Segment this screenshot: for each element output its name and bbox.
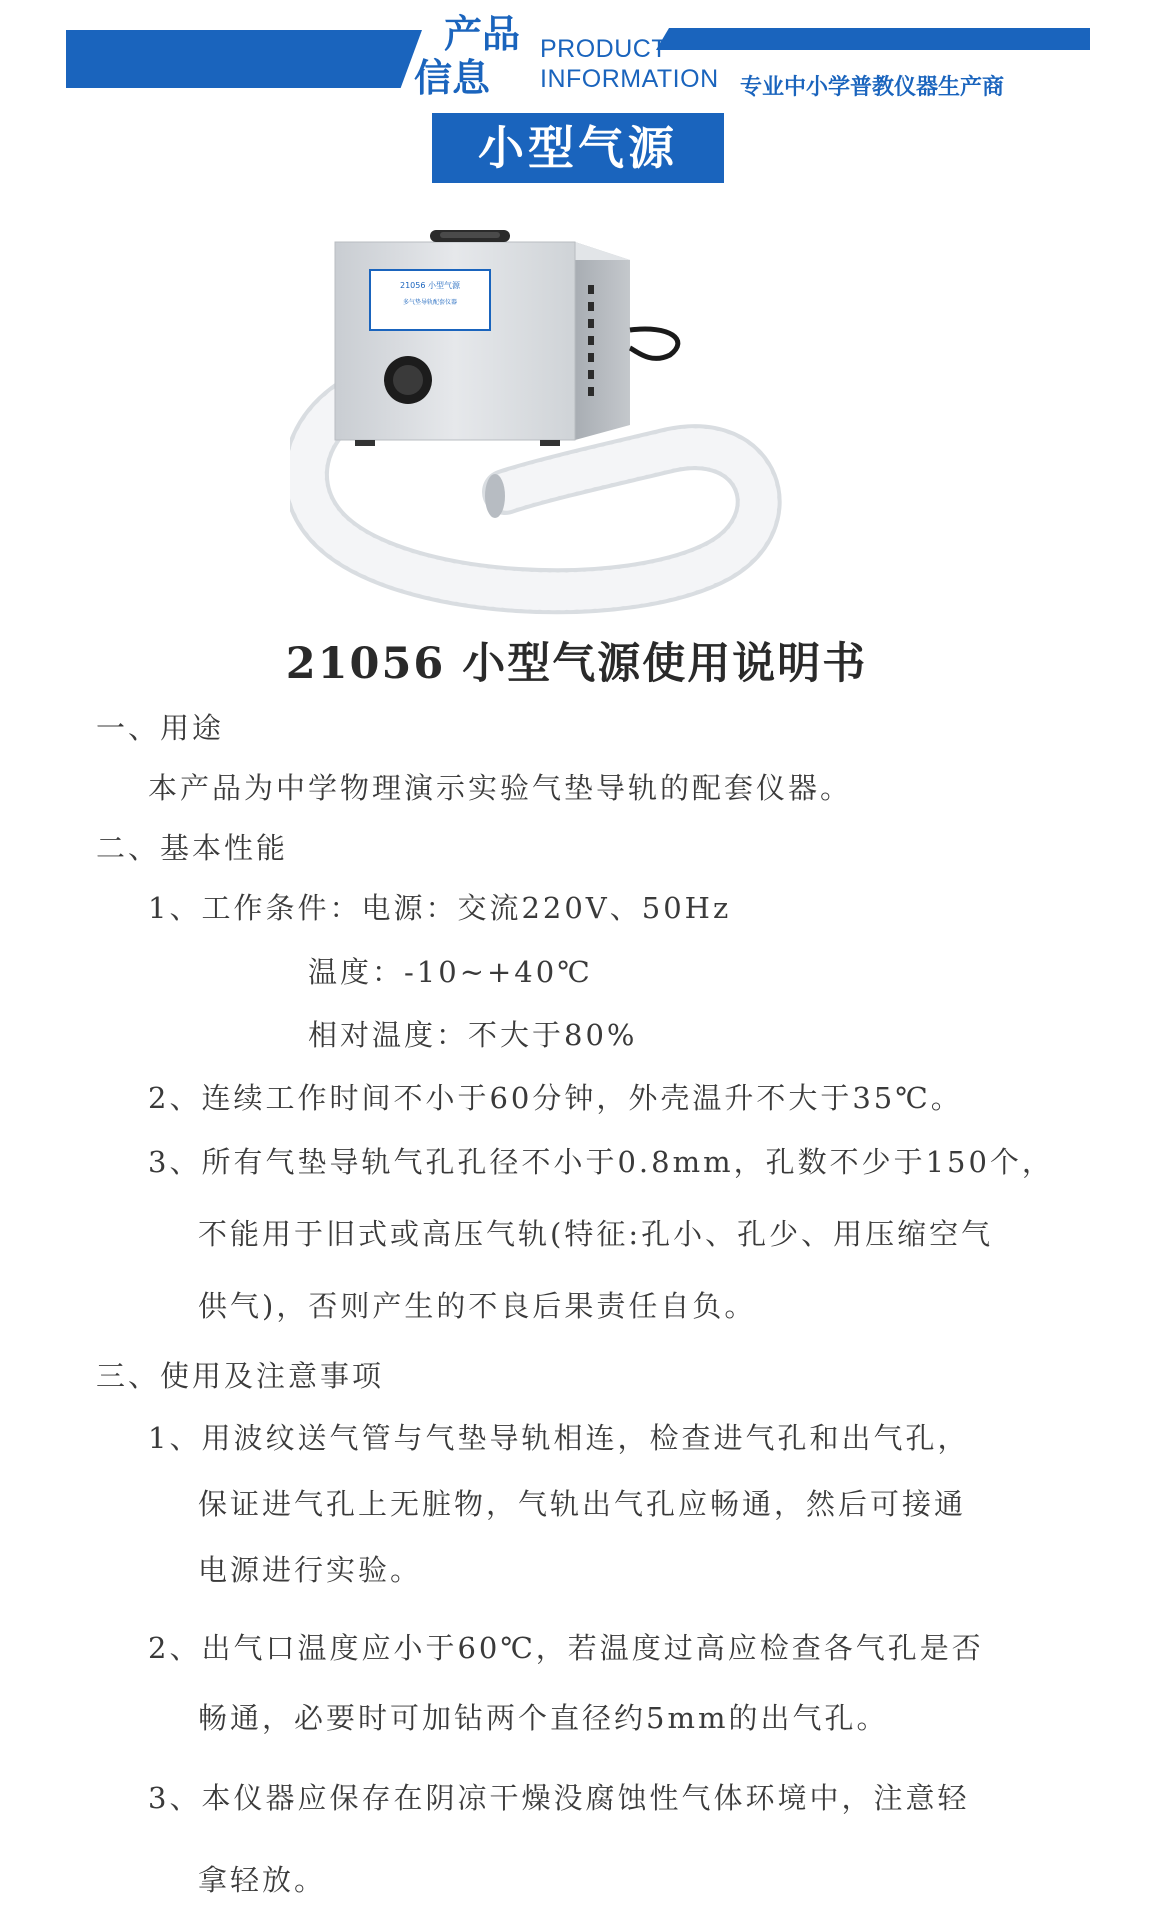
product-title-banner: 小型气源	[432, 113, 724, 183]
section-line: 温度：-10~+40℃	[308, 955, 593, 989]
document-title: 21056 小型气源使用说明书	[285, 639, 868, 689]
section-line: 拿轻放。	[198, 1863, 327, 1897]
header-bar-left	[66, 30, 422, 88]
section-line: 1、用波纹送气管与气垫导轨相连，检查进气孔和出气孔，	[148, 1421, 970, 1455]
header-en-line1: PRODUCT	[540, 35, 668, 63]
section-line: 2、连续工作时间不小于60分钟，外壳温升不大于35℃。	[148, 1081, 963, 1115]
product-photo	[290, 230, 860, 620]
product-label-line2: 多气垫导轨配套仪器	[402, 299, 458, 306]
header-en-line2: INFORMATION	[540, 65, 719, 93]
section-line: 相对温度：不大于80%	[308, 1018, 638, 1052]
section-line: 畅通，必要时可加钻两个直径约5mm的出气孔。	[198, 1701, 889, 1735]
header-bar-right	[656, 28, 1090, 50]
section-line: 3、本仪器应保存在阴凉干燥没腐蚀性气体环境中，注意轻	[148, 1781, 970, 1815]
section-line: 3、所有气垫导轨气孔孔径不小于0.8mm，孔数不少于150个，	[148, 1145, 1054, 1179]
section-line: 2、出气口温度应小于60℃，若温度过高应检查各气孔是否	[148, 1631, 984, 1665]
section-line: 供气)，否则产生的不良后果责任自负。	[198, 1289, 757, 1323]
section-line: 本产品为中学物理演示实验气垫导轨的配套仪器。	[148, 771, 853, 805]
section-heading: 二、基本性能	[96, 831, 289, 865]
section-heading: 一、用途	[96, 711, 225, 745]
section-line: 保证进气孔上无脏物，气轨出气孔应畅通，然后可接通	[198, 1487, 967, 1521]
product-label-line1: 21056 小型气源	[400, 281, 460, 290]
section-line: 电源进行实验。	[198, 1553, 423, 1587]
header-cn-line2: 信息	[414, 56, 491, 100]
header-en-label	[540, 34, 719, 94]
section-line: 不能用于旧式或高压气轨(特征:孔小、孔少、用压缩空气	[198, 1217, 994, 1251]
section-heading: 三、使用及注意事项	[96, 1359, 385, 1393]
header-cn-label	[414, 12, 526, 100]
header-cn-line1: 产品	[444, 12, 521, 56]
section-line: 1、工作条件：电源：交流220V、50Hz	[148, 891, 732, 925]
header-slogan: 专业中小学普教仪器生产商	[740, 75, 1005, 100]
